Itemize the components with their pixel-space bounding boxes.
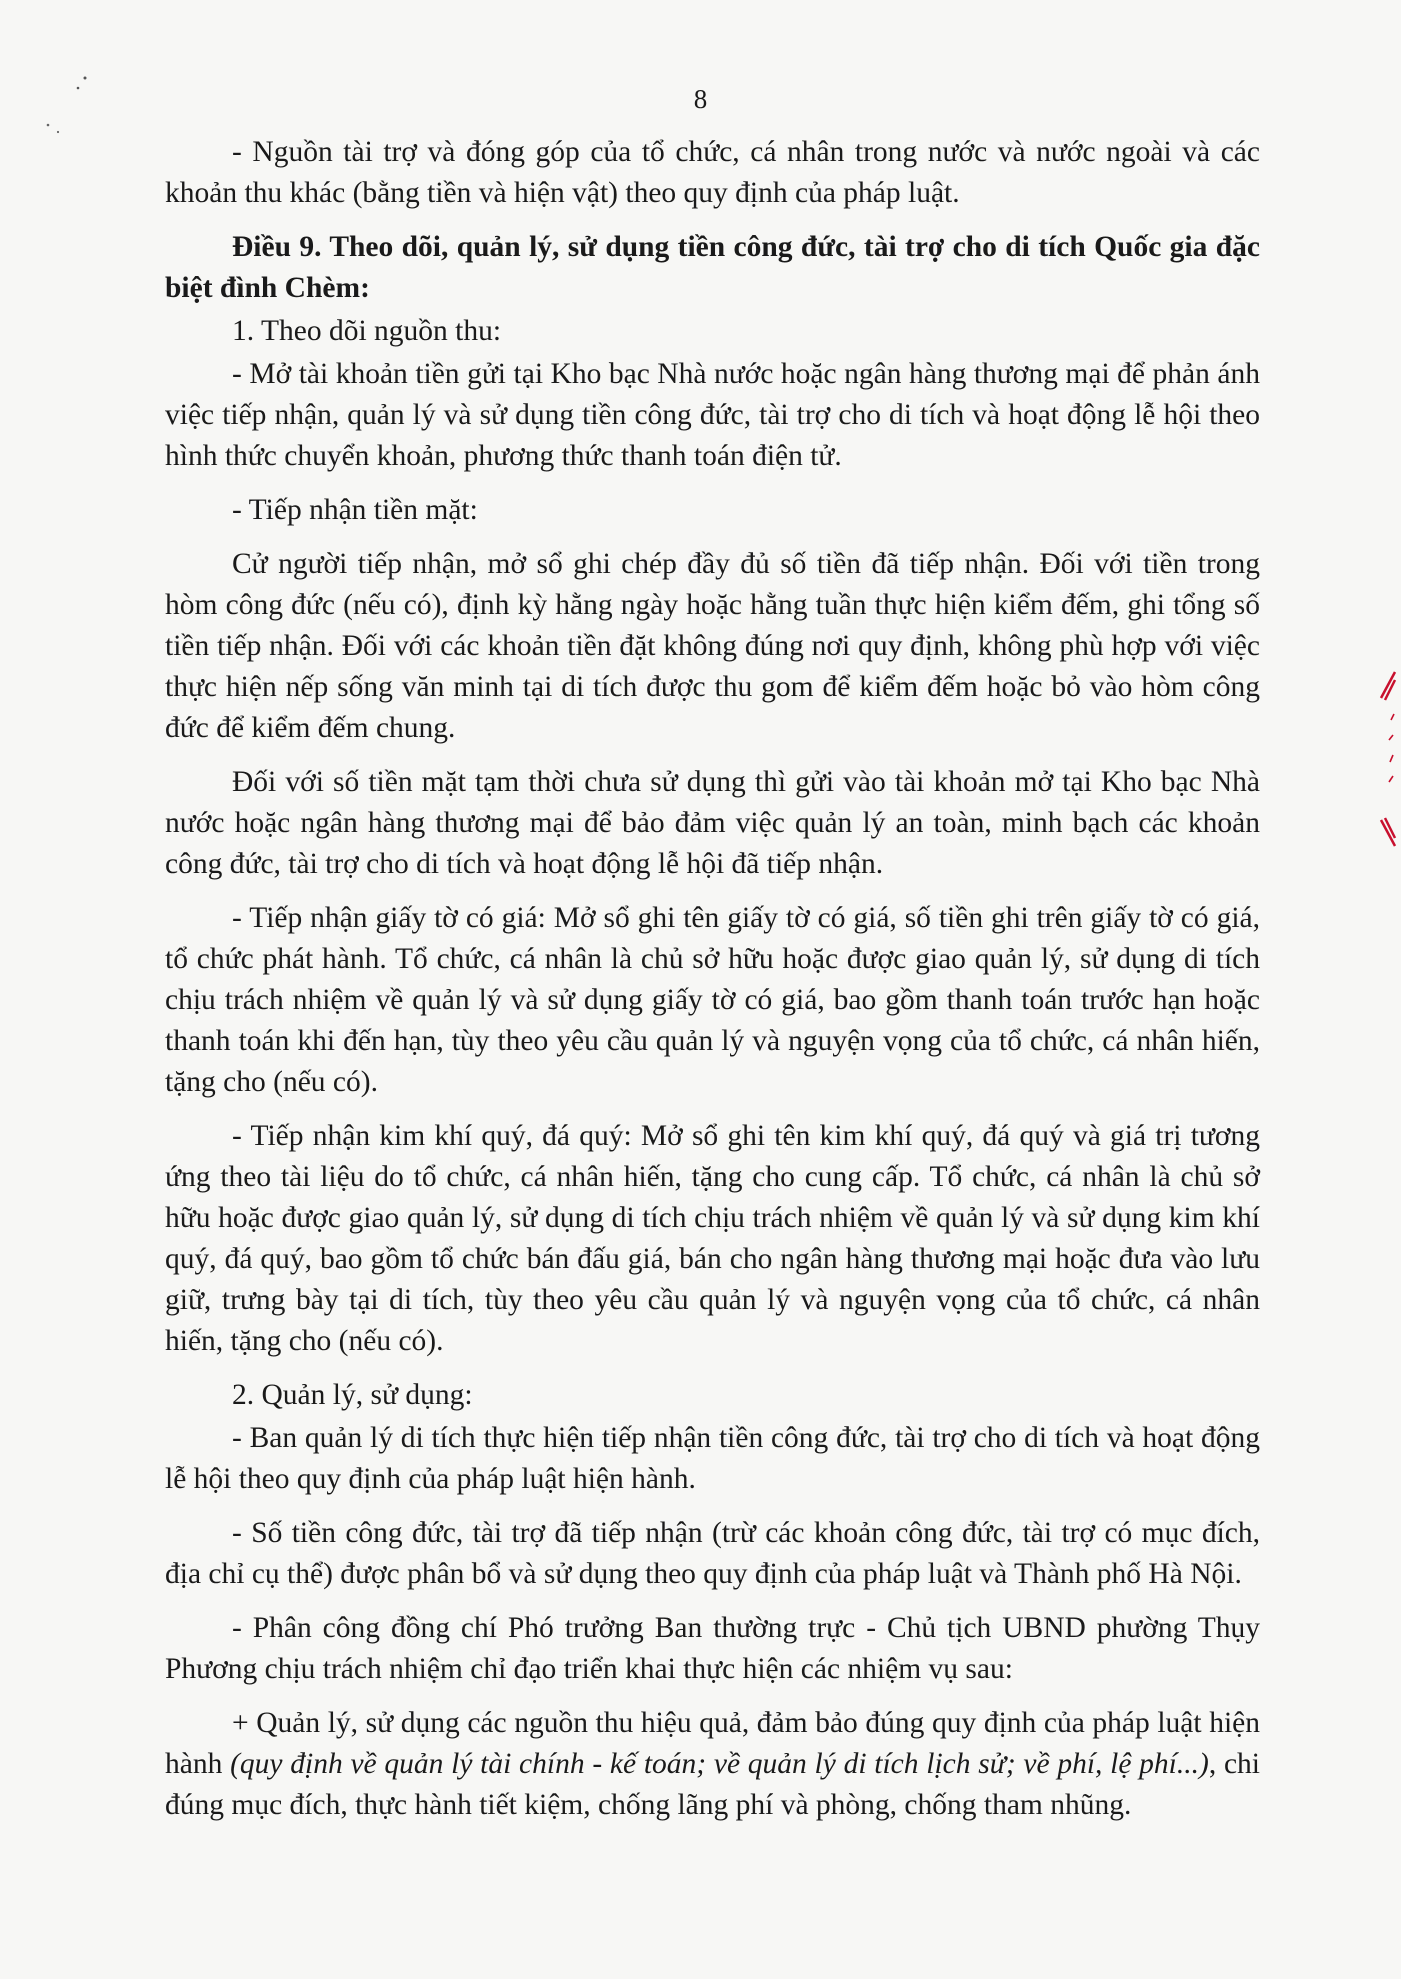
paragraph-management-board: - Ban quản lý di tích thực hiện tiếp nhận tiền công đức, tài trợ cho di tích và hoạt động lễ hội theo quy định của pháp luật hiện hành. bbox=[165, 1422, 1260, 1495]
revenue-text-italic: (quy định về quản lý tài chính - kế toán; về quản lý di tích lịch sử; về phí, lệ phí...) bbox=[230, 1748, 1209, 1780]
revenue-text-after: , chi đúng mục đích, thực hành tiết kiệm, chống lãng phí và phòng, chống tham nhũng. bbox=[165, 1748, 1260, 1821]
paragraph-revenue-management bbox=[165, 1703, 1260, 1826]
paragraph-bank-account: - Mở tài khoản tiền gửi tại Kho bạc Nhà nước hoặc ngân hàng thương mại để phản ánh việc tiếp nhận, quản lý và sử dụng tiền công đức, tài trợ cho di tích và hoạt động lễ hội theo hình thức chuyển khoản, phương thức thanh toán điện tử. bbox=[165, 358, 1260, 472]
paragraph-allocation: - Số tiền công đức, tài trợ đã tiếp nhận (trừ các khoản công đức, tài trợ có mục đích, địa chỉ cụ thể) được phân bổ và sử dụng theo quy định của pháp luật và Thành phố Hà Nội. bbox=[165, 1517, 1260, 1590]
paragraph-unused-cash: Đối với số tiền mặt tạm thời chưa sử dụng thì gửi vào tài khoản mở tại Kho bạc Nhà nước hoặc ngân hàng thương mại để bảo đảm việc quản lý an toàn, minh bạch các khoản công đức, tài trợ cho di tích và hoạt động lễ hội đã tiếp nhận. bbox=[165, 766, 1260, 880]
paragraph-valuable-papers: - Tiếp nhận giấy tờ có giá: Mở sổ ghi tên giấy tờ có giá, số tiền ghi trên giấy tờ có giá, tổ chức phát hành. Tổ chức, cá nhân là chủ sở hữu hoặc được giao quản lý, sử dụng di tích chịu trách nhiệm về quản lý và sử dụng giấy tờ có giá, bao gồm thanh toán trước hạn hoặc thanh toán khi đến hạn, tùy theo yêu cầu quản lý và nguyện vọng của tổ chức, cá nhân hiến, tặng cho (nếu có). bbox=[165, 902, 1260, 1098]
paragraph-funding-sources: - Nguồn tài trợ và đóng góp của tổ chức, cá nhân trong nước và nước ngoài và các khoản thu khác (bằng tiền và hiện vật) theo quy định của pháp luật. bbox=[165, 136, 1260, 209]
paragraph-cash-receipt-heading: - Tiếp nhận tiền mặt: bbox=[232, 494, 478, 526]
article-9-heading: Điều 9. Theo dõi, quản lý, sử dụng tiền công đức, tài trợ cho di tích Quốc gia đặc biệt đình Chèm: bbox=[165, 231, 1260, 304]
seal-edge-mark bbox=[1377, 670, 1397, 850]
paragraph-cash-receipt: Cử người tiếp nhận, mở sổ ghi chép đầy đủ số tiền đã tiếp nhận. Đối với tiền trong hòm công đức (nếu có), định kỳ hằng ngày hoặc hằng tuần thực hiện kiểm đếm, ghi tổng số tiền tiếp nhận. Đối với các khoản tiền đặt không đúng nơi quy định, không phù hợp với việc thực hiện nếp sống văn minh tại di tích được thu gom để kiểm đếm hoặc bỏ vào hòm công đức để kiểm đếm chung. bbox=[165, 548, 1260, 744]
section-2-heading: 2. Quản lý, sử dụng: bbox=[232, 1379, 473, 1411]
paragraph-precious-metals: - Tiếp nhận kim khí quý, đá quý: Mở sổ ghi tên kim khí quý, đá quý và giá trị tương ứng theo tài liệu do tổ chức, cá nhân hiến, tặng cho cung cấp. Tổ chức, cá nhân là chủ sở hữu hoặc được giao quản lý, sử dụng di tích chịu trách nhiệm về quản lý và sử dụng kim khí quý, đá quý, bao gồm tổ chức bán đấu giá, bán cho ngân hàng thương mại hoặc đưa vào lưu giữ, trưng bày tại di tích, tùy theo yêu cầu quản lý và nguyện vọng của tổ chức, cá nhân hiến, tặng cho (nếu có). bbox=[165, 1120, 1260, 1357]
revenue-text-before: + Quản lý, sử dụng các nguồn thu hiệu quả, đảm bảo đúng quy định của pháp luật hiện hành bbox=[165, 1707, 1260, 1780]
page-number: 8 bbox=[693, 84, 708, 114]
section-1-heading: 1. Theo dõi nguồn thu: bbox=[232, 315, 502, 347]
paragraph-assignment: - Phân công đồng chí Phó trưởng Ban thường trực - Chủ tịch UBND phường Thụy Phương chịu trách nhiệm chỉ đạo triển khai thực hiện các nhiệm vụ sau: bbox=[165, 1612, 1260, 1685]
document-body bbox=[165, 132, 1260, 1839]
